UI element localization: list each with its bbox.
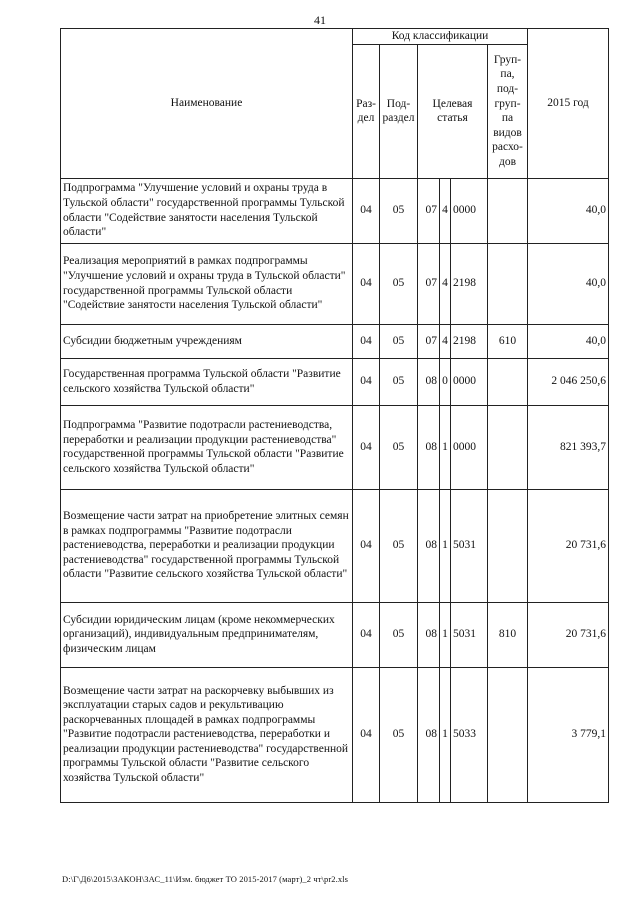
row-amount: 40,0 <box>528 324 609 358</box>
row-target-program: 07 <box>418 243 440 324</box>
row-subsection: 05 <box>380 178 418 243</box>
file-path-footer: D:\Г\Д6\2015\ЗАКОН\ЗАС_11\Изм. бюджет ТО 2015-2017 (март)_2 чт\pr2.xls <box>62 874 349 884</box>
table-row <box>61 667 609 802</box>
row-section: 04 <box>353 324 380 358</box>
row-target-subprogram: 1 <box>440 405 451 489</box>
row-target-subprogram: 4 <box>440 243 451 324</box>
table-row <box>61 489 609 602</box>
header-name: Наименование <box>61 29 353 179</box>
row-group: 810 <box>488 602 528 667</box>
table-row <box>61 178 609 243</box>
row-subsection: 05 <box>380 667 418 802</box>
row-target-subprogram: 0 <box>440 358 451 405</box>
row-target-direction: 5033 <box>451 667 488 802</box>
row-target-program: 07 <box>418 178 440 243</box>
header-subsection: Под- раздел <box>380 44 418 178</box>
header-target-article: Целевая статья <box>418 44 488 178</box>
header-year: 2015 год <box>528 29 609 179</box>
row-name: Возмещение части затрат на приобретение элитных семян в рамках подпрограммы "Развитие подотрасли растениеводства, переработки и реализации продукции растениеводства" государственной программы Тульской области "Развитие сельского хозяйства Тульской области" <box>61 489 353 602</box>
row-subsection: 05 <box>380 324 418 358</box>
row-name: Субсидии юридическим лицам (кроме некоммерческих организаций), индивидуальным предпринимателям, физическим лицам <box>61 602 353 667</box>
row-target-direction: 0000 <box>451 358 488 405</box>
row-name: Государственная программа Тульской области "Развитие сельского хозяйства Тульской области" <box>61 358 353 405</box>
row-group <box>488 243 528 324</box>
row-section: 04 <box>353 405 380 489</box>
row-group <box>488 405 528 489</box>
row-amount: 3 779,1 <box>528 667 609 802</box>
table-row <box>61 358 609 405</box>
row-target-subprogram: 1 <box>440 667 451 802</box>
table-row <box>61 405 609 489</box>
row-target-direction: 2198 <box>451 243 488 324</box>
row-target-program: 08 <box>418 489 440 602</box>
budget-table <box>60 28 609 803</box>
row-group: 610 <box>488 324 528 358</box>
row-target-subprogram: 1 <box>440 489 451 602</box>
row-name: Субсидии бюджетным учреждениям <box>61 324 353 358</box>
row-target-program: 08 <box>418 405 440 489</box>
row-target-direction: 0000 <box>451 405 488 489</box>
header-expense-group: Груп- па, под- груп- па видов расхо- дов <box>488 44 528 178</box>
row-name: Подпрограмма "Развитие подотрасли растениеводства, переработки и реализации продукции растениеводства" государственной программы Тульской области "Развитие сельского хозяйства Тульской области" <box>61 405 353 489</box>
row-group <box>488 178 528 243</box>
row-section: 04 <box>353 667 380 802</box>
row-subsection: 05 <box>380 243 418 324</box>
page-number: 41 <box>314 13 326 27</box>
header-section: Раз- дел <box>353 44 380 178</box>
row-section: 04 <box>353 489 380 602</box>
row-amount: 20 731,6 <box>528 602 609 667</box>
row-target-subprogram: 1 <box>440 602 451 667</box>
row-subsection: 05 <box>380 602 418 667</box>
row-section: 04 <box>353 243 380 324</box>
row-amount: 2 046 250,6 <box>528 358 609 405</box>
row-group <box>488 489 528 602</box>
row-target-program: 07 <box>418 324 440 358</box>
row-target-subprogram: 4 <box>440 178 451 243</box>
row-target-program: 08 <box>418 667 440 802</box>
row-name: Подпрограмма "Улучшение условий и охраны труда в Тульской области" государственной программы Тульской области "Содействие занятости населения Тульской области" <box>61 178 353 243</box>
row-target-direction: 5031 <box>451 489 488 602</box>
row-target-direction: 5031 <box>451 602 488 667</box>
table-body <box>61 178 609 802</box>
row-target-subprogram: 4 <box>440 324 451 358</box>
table-row <box>61 243 609 324</box>
header-code: Код классификации <box>353 29 528 45</box>
row-group <box>488 358 528 405</box>
row-amount: 40,0 <box>528 243 609 324</box>
row-target-direction: 0000 <box>451 178 488 243</box>
row-target-program: 08 <box>418 358 440 405</box>
row-amount: 40,0 <box>528 178 609 243</box>
row-subsection: 05 <box>380 489 418 602</box>
row-name: Реализация мероприятий в рамках подпрограммы "Улучшение условий и охраны труда в Тульской области" государственной программы Тульской области "Содействие занятости населения Тульской области" <box>61 243 353 324</box>
row-target-program: 08 <box>418 602 440 667</box>
row-target-direction: 2198 <box>451 324 488 358</box>
table-header <box>61 29 609 179</box>
table-row <box>61 324 609 358</box>
row-section: 04 <box>353 178 380 243</box>
row-amount: 821 393,7 <box>528 405 609 489</box>
row-amount: 20 731,6 <box>528 489 609 602</box>
row-subsection: 05 <box>380 358 418 405</box>
table-row <box>61 602 609 667</box>
row-subsection: 05 <box>380 405 418 489</box>
row-group <box>488 667 528 802</box>
row-section: 04 <box>353 358 380 405</box>
row-name: Возмещение части затрат на раскорчевку выбывших из эксплуатации старых садов и рекультивацию раскорчеванных площадей в рамках подпрограммы "Развитие подотрасли растениеводства, переработки и реализации продукции растениеводства" государственной программы Тульской области "Развитие сельского хозяйства Тульской области" <box>61 667 353 802</box>
row-section: 04 <box>353 602 380 667</box>
